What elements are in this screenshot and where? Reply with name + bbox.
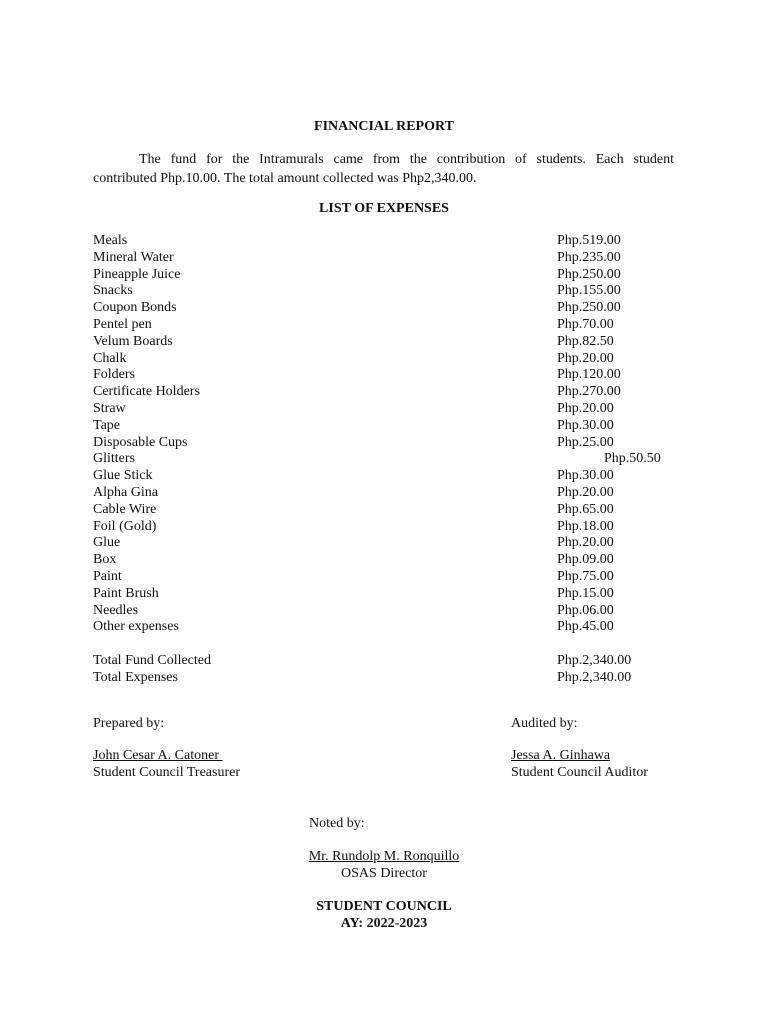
expense-amount: Php.20.00 xyxy=(557,535,614,550)
total-amount: Php.2,340.00 xyxy=(557,670,632,685)
expense-amount: Php.20.00 xyxy=(557,351,614,366)
expense-item: Foil (Gold) xyxy=(93,519,157,534)
expense-amount: Php.20.00 xyxy=(557,401,614,416)
expense-item: Mineral Water xyxy=(93,250,174,265)
expense-item: Folders xyxy=(93,367,135,382)
expense-item: Cable Wire xyxy=(93,502,157,517)
expense-item: Glitters xyxy=(93,451,135,466)
noted-by-label: Noted by: xyxy=(309,816,365,831)
expense-amount: Php.18.00 xyxy=(557,519,614,534)
expense-item: Paint Brush xyxy=(93,586,159,601)
expenses-heading: LIST OF EXPENSES xyxy=(319,201,449,216)
prepared-by-label: Prepared by: xyxy=(93,716,165,731)
expense-amount: Php.75.00 xyxy=(557,569,614,584)
expense-amount: Php.270.00 xyxy=(557,384,621,399)
noted-by-position: OSAS Director xyxy=(341,866,427,881)
total-label: Total Fund Collected xyxy=(93,653,212,668)
expense-amount: Php.15.00 xyxy=(557,586,614,601)
expense-amount: Php.30.00 xyxy=(557,418,614,433)
expense-item: Alpha Gina xyxy=(93,485,158,500)
expense-item: Other expenses xyxy=(93,619,179,634)
expense-amount: Php.06.00 xyxy=(557,603,614,618)
expense-item: Box xyxy=(93,552,117,567)
intro-line-1: The fund for the Intramurals came from the contribution of students. Each student xyxy=(139,152,674,167)
expense-item: Glue xyxy=(93,535,121,550)
noted-by-name-wrap xyxy=(0,849,768,865)
footer-ay: AY: 2022-2023 xyxy=(340,916,428,931)
expense-amount: Php.82.50 xyxy=(557,334,614,349)
expense-amount: Php.155.00 xyxy=(557,283,621,298)
audited-by-name: Jessa A. Ginhawa xyxy=(511,748,611,763)
expense-amount: Php.45.00 xyxy=(557,619,614,634)
intro-line-2: contributed Php.10.00. The total amount collected was Php2,340.00. xyxy=(93,171,477,186)
expense-amount: Php.120.00 xyxy=(557,367,621,382)
expense-amount: Php.250.00 xyxy=(557,300,621,315)
expense-amount: Php.65.00 xyxy=(557,502,614,517)
report-title: FINANCIAL REPORT xyxy=(314,119,454,134)
expense-amount: Php.519.00 xyxy=(557,233,621,248)
expense-item: Velum Boards xyxy=(93,334,173,349)
prepared-by-name: John Cesar A. Catoner xyxy=(93,748,223,763)
expense-item: Pineapple Juice xyxy=(93,267,181,282)
intro-paragraph xyxy=(93,150,674,188)
expense-amount: Php.70.00 xyxy=(557,317,614,332)
expense-item: Meals xyxy=(93,233,128,248)
expense-amount: Php.30.00 xyxy=(557,468,614,483)
expense-item: Disposable Cups xyxy=(93,435,188,450)
expense-item: Certificate Holders xyxy=(93,384,200,399)
expense-amount: Php.09.00 xyxy=(557,552,614,567)
expense-item: Straw xyxy=(93,401,126,416)
expense-amount: Php.50.50 xyxy=(604,451,661,466)
expense-item: Coupon Bonds xyxy=(93,300,177,315)
expense-amount: Php.235.00 xyxy=(557,250,621,265)
prepared-by-position: Student Council Treasurer xyxy=(93,765,240,780)
expense-item: Snacks xyxy=(93,283,133,298)
total-amount: Php.2,340.00 xyxy=(557,653,632,668)
expense-item: Needles xyxy=(93,603,139,618)
audited-by-position: Student Council Auditor xyxy=(511,765,648,780)
expense-item: Glue Stick xyxy=(93,468,153,483)
expense-item: Pentel pen xyxy=(93,317,152,332)
expense-item: Chalk xyxy=(93,351,127,366)
expense-amount: Php.20.00 xyxy=(557,485,614,500)
expense-amount: Php.25.00 xyxy=(557,435,614,450)
expense-item: Tape xyxy=(93,418,121,433)
noted-by-name: Mr. Rundolp M. Ronquillo xyxy=(308,849,460,864)
expense-amount: Php.250.00 xyxy=(557,267,621,282)
total-label: Total Expenses xyxy=(93,670,178,685)
expense-item: Paint xyxy=(93,569,122,584)
audited-by-label: Audited by: xyxy=(511,716,578,731)
footer-org: STUDENT COUNCIL xyxy=(316,899,452,914)
